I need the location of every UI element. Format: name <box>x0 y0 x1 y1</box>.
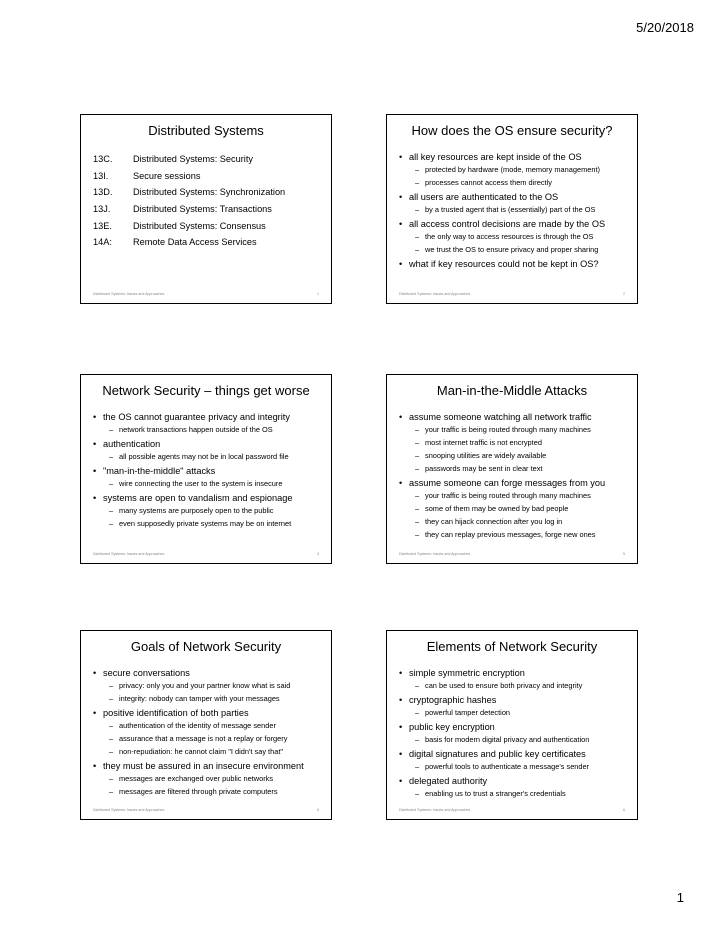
sub-bullet: – powerful tools to authenticate a message's sender <box>415 762 590 771</box>
slide-title: Distributed Systems <box>148 123 264 138</box>
sub-bullet: – processes cannot access them directly <box>415 178 552 187</box>
sub-bullet: – your traffic is being routed through many machines <box>415 425 591 434</box>
slide-man-in-the-middle <box>386 374 638 564</box>
slide-footer: Distributed Systems: Issues and Approaches 5 <box>399 552 625 556</box>
bullet: • positive identification of both parties <box>93 708 249 718</box>
bullet: • cryptographic hashes <box>399 695 497 705</box>
bullet: • "man-in-the-middle" attacks <box>93 466 216 476</box>
sub-bullet: – integrity: nobody can tamper with your messages <box>109 694 280 703</box>
slide-body <box>399 665 631 800</box>
sub-bullet: – messages are filtered through private computers <box>109 787 278 796</box>
bullet: • all key resources are kept inside of the OS <box>399 152 582 162</box>
list-item: 13C. Distributed Systems: Security <box>93 154 253 164</box>
slide-os-security <box>386 114 638 304</box>
bullet: • secure conversations <box>93 668 190 678</box>
slide-body <box>93 153 325 253</box>
list-item: 13D. Distributed Systems: Synchronization <box>93 187 286 198</box>
sub-bullet: – wire connecting the user to the system is insecure <box>109 479 283 488</box>
sub-bullet: – even supposedly private systems may be on internet <box>109 519 292 528</box>
bullet: • all access control decisions are made by the OS <box>399 219 606 229</box>
sub-bullet: – some of them may be owned by bad people <box>415 504 569 513</box>
sub-bullet: – snooping utilities are widely available <box>415 451 547 460</box>
sub-bullet: – all possible agents may not be in local password file <box>109 452 289 461</box>
sub-bullet: – we trust the OS to ensure privacy and proper sharing <box>415 245 599 254</box>
slide-elements-network-security <box>386 630 638 820</box>
bullet: • assume someone can forge messages from you <box>399 478 606 488</box>
slide-body <box>93 409 325 530</box>
slide-distributed-systems <box>80 114 332 304</box>
slide-title: Network Security – things get worse <box>102 383 310 398</box>
page-number: 1 <box>676 890 684 905</box>
list-item: 13E. Distributed Systems: Consensus <box>93 220 266 231</box>
slide-body <box>399 409 631 541</box>
sub-bullet: – privacy: only you and your partner know what is said <box>109 681 291 690</box>
sub-bullet: – the only way to access resources is through the OS <box>415 232 594 241</box>
slide-network-security <box>80 374 332 564</box>
sub-bullet: – powerful tamper detection <box>415 708 511 717</box>
list-item: 13J. Distributed Systems: Transactions <box>93 204 272 215</box>
bullet: • authentication <box>93 439 161 449</box>
sub-bullet: – messages are exchanged over public networks <box>109 774 274 783</box>
bullet: • all users are authenticated to the OS <box>399 192 559 202</box>
slide-footer: Distributed Systems: Issues and Approaches 6 <box>399 808 625 812</box>
slide-footer: Distributed Systems: Issues and Approaches 4 <box>93 552 319 556</box>
list-item: 14A: Remote Data Access Services <box>93 237 257 248</box>
bullet: • they must be assured in an insecure environment <box>93 761 304 771</box>
sub-bullet: – they can hijack connection after you log in <box>415 517 563 526</box>
bullet: • digital signatures and public key certificates <box>399 749 586 759</box>
sub-bullet: – most internet traffic is not encrypted <box>415 438 542 447</box>
bullet: • assume someone watching all network traffic <box>399 412 592 422</box>
bullet: • simple symmetric encryption <box>399 668 525 678</box>
sub-bullet: – can be used to ensure both privacy and integrity <box>415 681 583 690</box>
slide-title: Goals of Network Security <box>130 639 282 654</box>
bullet: • the OS cannot guarantee privacy and integrity <box>93 412 290 422</box>
slide-footer: Distributed Systems: Issues and Approaches 2 <box>399 292 625 296</box>
sub-bullet: – authentication of the identity of message sender <box>109 721 276 730</box>
sub-bullet: – passwords may be sent in clear text <box>415 464 543 473</box>
bullet: • delegated authority <box>399 776 488 786</box>
sub-bullet: – assurance that a message is not a replay or forgery <box>109 734 288 743</box>
slide-footer: Distributed Systems: Issues and Approaches 6 <box>93 808 319 812</box>
sub-bullet: – network transactions happen outside of the OS <box>109 425 273 434</box>
page-date: 5/20/2018 <box>636 20 694 35</box>
slide-goals-network-security <box>80 630 332 820</box>
slide-body <box>93 665 325 798</box>
sub-bullet: – your traffic is being routed through many machines <box>415 491 591 500</box>
sub-bullet: – basis for modern digital privacy and authentication <box>415 735 590 744</box>
bullet: • what if key resources could not be kept in OS? <box>399 259 599 269</box>
sub-bullet: – non-repudiation: he cannot claim "I didn't say that" <box>109 747 284 756</box>
sub-bullet: – many systems are purposely open to the public <box>109 506 274 515</box>
bullet: • systems are open to vandalism and espionage <box>93 493 293 503</box>
slide-title: Man-in-the-Middle Attacks <box>436 383 588 398</box>
bullet: • public key encryption <box>399 722 495 732</box>
sub-bullet: – by a trusted agent that is (essentially) part of the OS <box>415 205 596 214</box>
sub-bullet: – they can replay previous messages, forge new ones <box>415 530 596 539</box>
sub-bullet: – protected by hardware (mode, memory management) <box>415 165 600 174</box>
slide-title: Elements of Network Security <box>426 639 598 654</box>
slide-title: How does the OS ensure security? <box>411 123 613 138</box>
slide-footer: Distributed Systems: Issues and Approaches 1 <box>93 292 319 296</box>
list-item: 13I. Secure sessions <box>93 170 201 181</box>
sub-bullet: – enabling us to trust a stranger's credentials <box>415 789 566 798</box>
slide-body <box>399 149 631 270</box>
